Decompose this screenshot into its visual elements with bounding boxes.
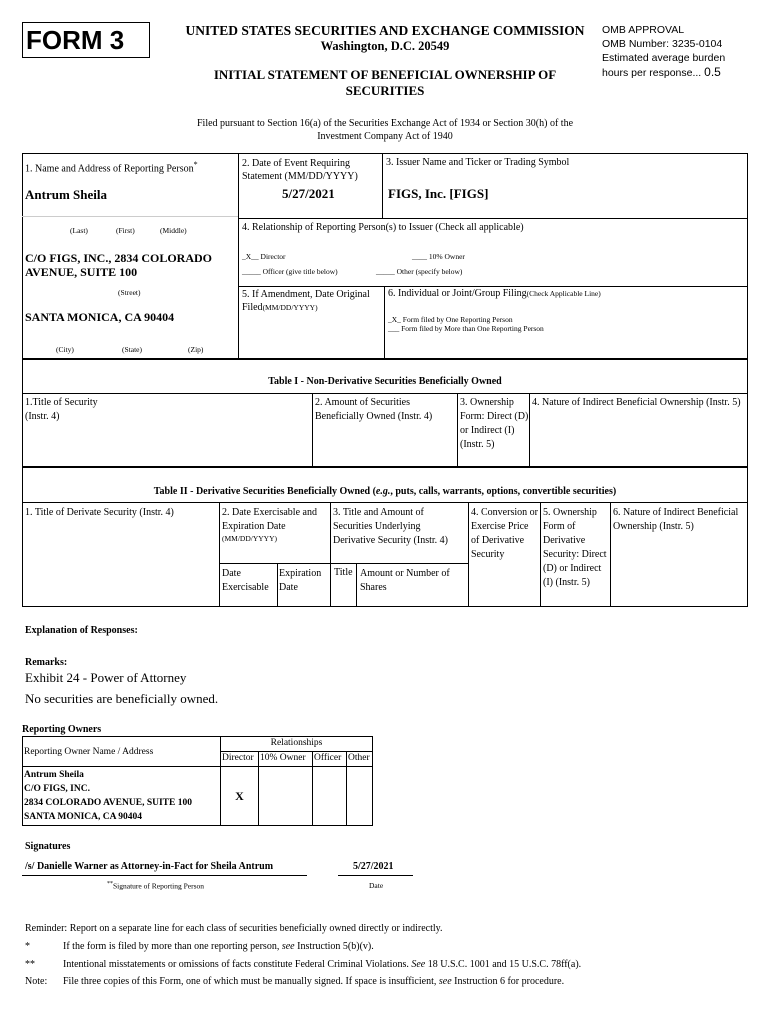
table2-title-eg: e.g.	[375, 486, 391, 497]
middle-label: (Middle)	[160, 226, 187, 235]
title-line2: SECURITIES	[345, 83, 425, 98]
director-header: Director	[221, 752, 259, 767]
footnote-2: Intentional misstatements or omissions of facts constitute Federal Criminal Violations. See 18 U.S.C. 1001 and 15 U.S.C. 78ff(a).	[63, 959, 582, 970]
table1-title: Table I - Non-Derivative Securities Beneficially Owned	[268, 376, 502, 387]
footnote-3: File three copies of this Form, one of which must be manually signed. If space is insufficient, see Instruction 6 for procedure.	[63, 976, 565, 987]
signature-caption	[107, 881, 204, 891]
footnote-3-see: see	[438, 976, 452, 987]
table2-col-title: 1. Title of Derivate Security (Instr. 4)	[25, 507, 174, 518]
table1-col-amount: 2. Amount of Securities Beneficially Owned (Instr. 4)	[315, 397, 433, 422]
omb-line2: OMB Number: 3235-0104	[602, 38, 723, 50]
reporting-owners-table	[22, 736, 373, 826]
table2-col-dates-format: (MM/DD/YYYY)	[222, 534, 277, 543]
footnote-2-see: See	[411, 959, 426, 970]
owner-line4: SANTA MONICA, CA 90404	[24, 812, 143, 822]
signature-caption-mark: **	[107, 881, 113, 887]
relationships-header: Relationships	[221, 737, 373, 752]
footnote-1-post: Instruction 5(b)(v).	[297, 941, 374, 952]
omb-line3: Estimated average burden	[602, 52, 726, 64]
ten-pct-owner-checkbox[interactable]: ____ 10% Owner	[412, 252, 465, 261]
filed-line1: Filed pursuant to Section 16(a) of the Securities Exchange Act of 1934 or Section 30(h) of the	[196, 118, 574, 129]
title-line1: INITIAL STATEMENT OF BENEFICIAL OWNERSHIP OF	[213, 67, 557, 82]
footnote-1-mark: *	[25, 941, 30, 952]
footnote-3-post: Instruction 6 for procedure.	[454, 976, 565, 987]
filed-line2: Investment Company Act of 1940	[317, 131, 453, 142]
director-mark: X	[221, 767, 259, 826]
table2-col-price: 4. Conversion or Exercise Price of Derivative Security	[471, 507, 538, 560]
street-label: (Street)	[118, 288, 141, 297]
remarks-line2: No securities are beneficially owned.	[25, 691, 219, 706]
asterisk-mark: *	[193, 160, 198, 169]
table-row	[23, 767, 373, 826]
document-title	[190, 67, 580, 99]
table2-col-nature: 6. Nature of Indirect Beneficial Ownership (Instr. 5)	[613, 507, 739, 532]
omb-approval	[602, 23, 762, 80]
other-cell	[347, 767, 373, 826]
table2-col-date-exercisable: Date Exercisable	[222, 568, 269, 593]
remarks-label: Remarks:	[25, 657, 68, 668]
owner-line1: Antrum Sheila	[24, 770, 84, 780]
signature-date: 5/27/2021	[353, 861, 394, 872]
owner-line3: 2834 COLORADO AVENUE, SUITE 100	[24, 798, 192, 808]
footnote-2-mark: **	[25, 959, 35, 970]
footnote-1: If the form is filed by more than one reporting person, see Instruction 5(b)(v).	[63, 941, 374, 952]
multi-person-option[interactable]: ___ Form filed by More than One Reporting Person	[388, 324, 544, 333]
table2-title-post: , puts, calls, warrants, options, convertible securities)	[390, 486, 617, 497]
form-label: FORM 3	[22, 22, 150, 58]
event-date: 5/27/2021	[282, 186, 335, 201]
table2-col-dates: 2. Date Exercisable and Expiration Date	[222, 507, 317, 532]
state-label: (State)	[122, 345, 142, 354]
officer-checkbox[interactable]: _____ Officer (give title below)	[242, 267, 338, 276]
city-state-zip: SANTA MONICA, CA 90404	[25, 310, 175, 324]
omb-line1: OMB APPROVAL	[602, 24, 685, 36]
other-header: Other	[347, 752, 373, 767]
omb-hours: 0.5	[704, 65, 721, 79]
owner-line2: C/O FIGS, INC.	[24, 784, 90, 794]
footnote-1-see: see	[281, 941, 295, 952]
table1-col-ownership: 3. Ownership Form: Direct (D) or Indirect (I) (Instr. 5)	[460, 397, 529, 450]
owner-address	[23, 767, 221, 826]
reporting-person-name: Antrum Sheila	[25, 187, 107, 202]
box5-format: (MM/DD/YYYY)	[262, 303, 318, 312]
box4-label: 4. Relationship of Reporting Person(s) to Issuer (Check all applicable)	[242, 222, 524, 233]
street-address: C/O FIGS, INC., 2834 COLORADO AVENUE, SUITE 100	[25, 251, 213, 279]
table2-col-underlying-title: Title	[334, 567, 353, 578]
filed-pursuant	[170, 117, 600, 143]
reminder-text: Reminder: Report on a separate line for each class of securities beneficially owned directly or indirectly.	[25, 923, 443, 934]
agency-location: Washington, D.C. 20549	[320, 39, 450, 53]
one-person-option[interactable]: _X_ Form filed by One Reporting Person	[388, 315, 513, 324]
table2-title: Table II - Derivative Securities Beneficially Owned (e.g., puts, calls, warrants, options, convertible securities)	[153, 486, 617, 497]
reporting-owners-label: Reporting Owners	[22, 724, 102, 735]
box6-label: 6. Individual or Joint/Group Filing(Check Applicable Line)	[388, 288, 601, 299]
signatures-label: Signatures	[25, 841, 71, 852]
date-caption: Date	[369, 881, 384, 890]
table1-col-title: 1.Title of Security (Instr. 4)	[25, 397, 98, 422]
remarks-line1: Exhibit 24 - Power of Attorney	[25, 670, 187, 685]
zip-label: (Zip)	[188, 345, 204, 354]
other-checkbox[interactable]: _____ Other (specify below)	[376, 267, 463, 276]
box6-hint: (Check Applicable Line)	[526, 289, 601, 298]
city-label: (City)	[56, 345, 74, 354]
box3-label: 3. Issuer Name and Ticker or Trading Symbol	[386, 157, 570, 168]
table2-col-underlying: 3. Title and Amount of Securities Underlying Derivative Security (Instr. 4)	[333, 507, 448, 546]
box5-label: 5. If Amendment, Date Original Filed(MM/DD/YYYY)	[242, 289, 370, 313]
box2-label: 2. Date of Event Requiring Statement (MM/DD/YYYY)	[242, 158, 358, 182]
footnote-2-post: 18 U.S.C. 1001 and 15 U.S.C. 78ff(a).	[427, 959, 582, 970]
table2-col-ownership: 5. Ownership Form of Derivative Security: Direct (D) or Indirect (I) (Instr. 5)	[543, 507, 607, 588]
owner-name-header: Reporting Owner Name / Address	[23, 737, 221, 767]
officer-header: Officer	[313, 752, 347, 767]
signer-name: /s/ Danielle Warner as Attorney-in-Fact for Sheila Antrum	[25, 861, 274, 872]
table1-col-nature: 4. Nature of Indirect Beneficial Ownership (Instr. 5)	[532, 397, 741, 408]
signature-caption-text: Signature of Reporting Person	[113, 881, 205, 891]
issuer-name: FIGS, Inc. [FIGS]	[388, 186, 489, 201]
box1-label: 1. Name and Address of Reporting Person*	[25, 160, 198, 175]
ten-pct-cell	[259, 767, 313, 826]
agency-title: UNITED STATES SECURITIES AND EXCHANGE COMMISSION	[185, 23, 585, 38]
table2-col-expiration-date: Expiration Date	[279, 568, 322, 593]
explanation-label: Explanation of Responses:	[25, 625, 138, 636]
officer-cell	[313, 767, 347, 826]
footnote-3-mark: Note:	[25, 976, 48, 987]
first-label: (First)	[116, 226, 135, 235]
director-checkbox[interactable]: _X__ Director	[242, 252, 286, 261]
table2-col-shares: Amount or Number of Shares	[360, 568, 450, 593]
omb-line4: hours per response...	[602, 67, 702, 79]
ten-pct-header: 10% Owner	[259, 752, 313, 767]
last-label: (Last)	[70, 226, 88, 235]
